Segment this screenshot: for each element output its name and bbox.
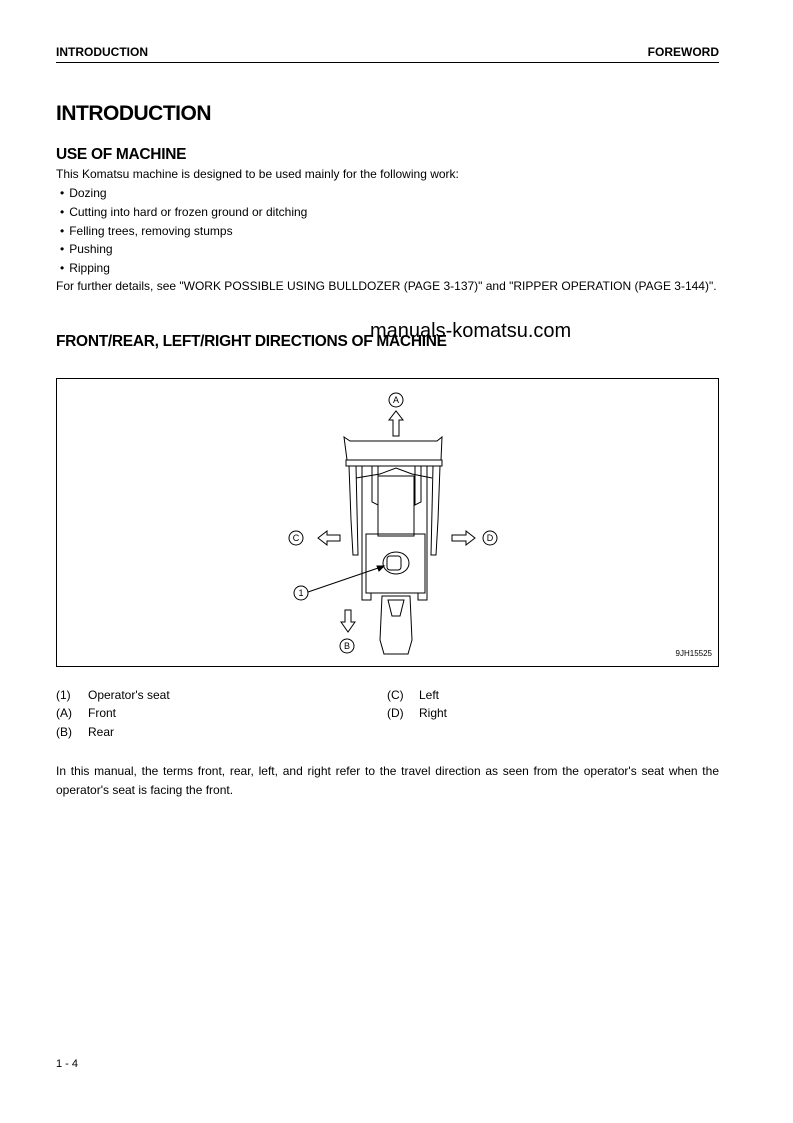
header-rule xyxy=(56,62,719,63)
direction-note: In this manual, the terms front, rear, left, and right refer to the travel direction as seen from the operator's seat when the operator's seat is facing the front. xyxy=(56,764,719,797)
cab-body xyxy=(366,534,425,593)
callout-b: B xyxy=(343,641,351,651)
legend-label: Front xyxy=(88,706,117,720)
legend-label: Left xyxy=(419,688,440,702)
header-chapter: FOREWORD xyxy=(647,45,719,59)
figure-code: 9JH15525 xyxy=(675,649,712,658)
arrow-front xyxy=(389,411,403,436)
bulldozer-top-view-drawing xyxy=(57,379,718,666)
arrow-left xyxy=(318,531,340,545)
section-heading-directions: FRONT/REAR, LEFT/RIGHT DIRECTIONS OF MACHINE xyxy=(56,333,447,350)
arrow-right xyxy=(452,531,475,545)
intro-text: This Komatsu machine is designed to be used mainly for the following work: xyxy=(56,167,459,181)
list-item: • Dozing xyxy=(60,186,107,200)
legend-key: (D) xyxy=(387,706,404,720)
list-item: • Pushing xyxy=(60,242,113,256)
blade-shape xyxy=(344,437,442,460)
ripper-shape xyxy=(380,596,412,654)
callout-1: 1 xyxy=(298,588,304,598)
page-title: INTRODUCTION xyxy=(56,102,211,125)
callout-c: C xyxy=(292,533,300,543)
section-heading-use: USE OF MACHINE xyxy=(56,146,187,163)
legend-label: Rear xyxy=(88,725,115,739)
legend-key: (1) xyxy=(56,688,71,702)
legend-label: Right xyxy=(419,706,448,720)
list-item: • Ripping xyxy=(60,261,110,275)
page-number: 1 - 4 xyxy=(56,1058,79,1070)
callout-a: A xyxy=(392,395,400,405)
details-text: For further details, see "WORK POSSIBLE USING BULLDOZER (PAGE 3-137)" and "RIPPER OPERATION (PAGE 3-144)". xyxy=(56,279,717,293)
left-track xyxy=(349,466,358,555)
list-item: • Cutting into hard or frozen ground or ditching xyxy=(60,205,307,219)
directions-figure xyxy=(56,378,719,667)
legend-key: (C) xyxy=(387,688,404,702)
callout-d: D xyxy=(486,533,494,543)
watermark: manuals-komatsu.com xyxy=(370,320,572,342)
header-section: INTRODUCTION xyxy=(56,45,148,59)
arrow-rear xyxy=(341,610,355,632)
leader-line xyxy=(308,566,384,592)
engine-hood xyxy=(378,476,414,536)
list-item: • Felling trees, removing stumps xyxy=(60,224,233,238)
legend-key: (A) xyxy=(56,706,72,720)
legend-label: Operator's seat xyxy=(88,688,170,702)
legend-key: (B) xyxy=(56,725,72,739)
right-track xyxy=(431,466,440,555)
